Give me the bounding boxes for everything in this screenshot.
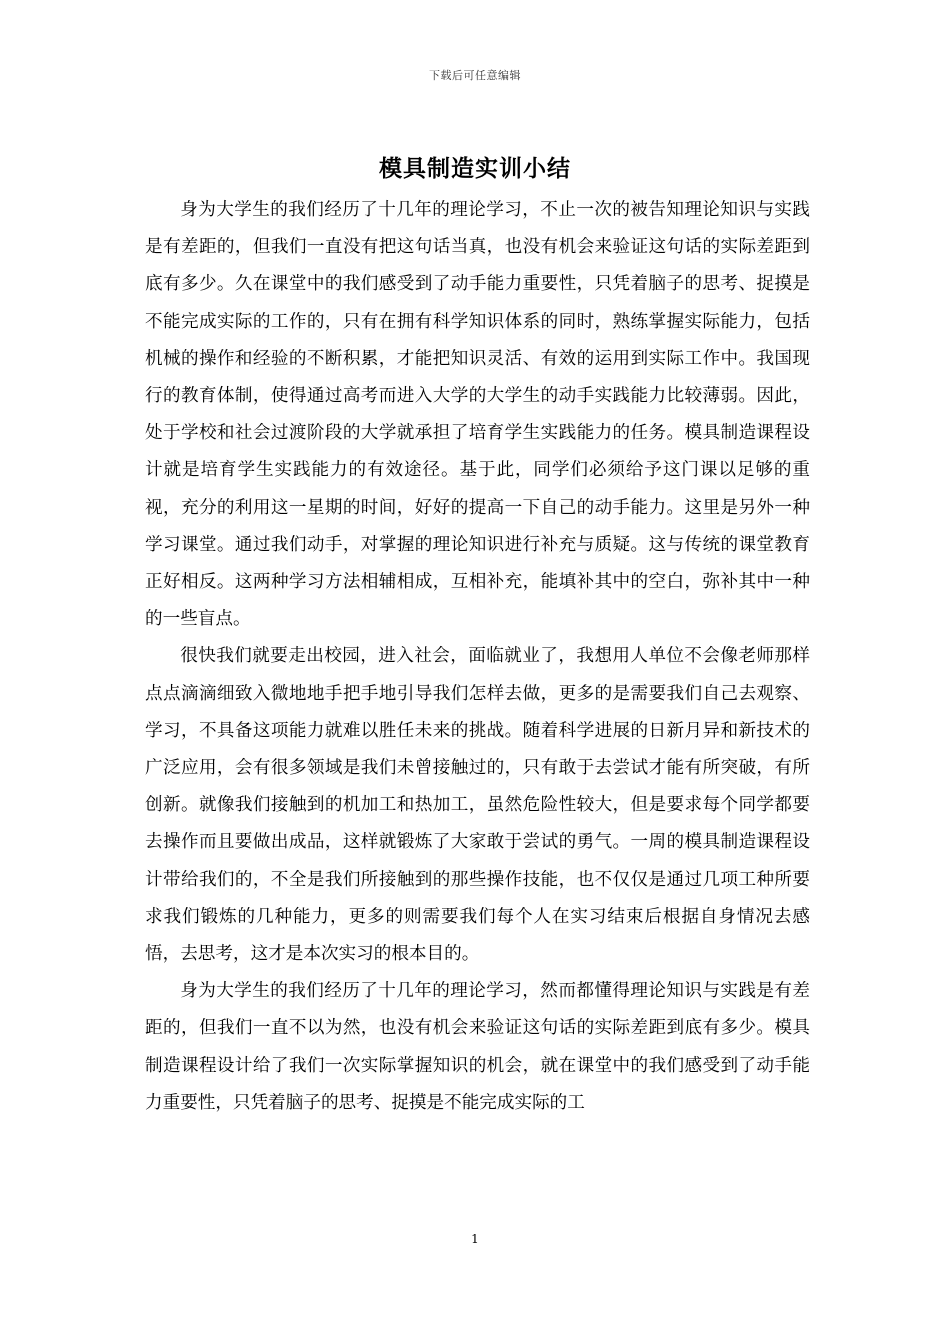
paragraph-3: 身为大学生的我们经历了十几年的理论学习，然而都懂得理论知识与实践是有差距的，但我们一直不以为然，也没有机会来验证这句话的实际差距到底有多少。模具制造课程设计给了我们一次实际掌握知识的机会，就在课堂中的我们感受到了动手能力重要性，只凭着脑子的思考、捉摸是不能完成实际的工 — [145, 981, 810, 1113]
paragraph-1: 身为大学生的我们经历了十几年的理论学习，不止一次的被告知理论知识与实践是有差距的，但我们一直没有把这句话当真，也没有机会来验证这句话的实际差距到底有多少。久在课堂中的我们感受到了动手能力重要性，只凭着脑子的思考、捉摸是不能完成实际的工作的，只有在拥有科学知识体系的同时，熟练掌握实际能力，包括机械的操作和经验的不断积累，才能把知识灵活、有效的运用到实际工作中。我国现行的教育体制，使得通过高考而进入大学的大学生的动手实践能力比较薄弱。因此，处于学校和社会过渡阶段的大学就承担了培育学生实践能力的任务。模具制造课程设计就是培育学生实践能力的有效途径。基于此，同学们必须给予这门课以足够的重视，充分的利用这一星期的时间，好好的提高一下自己的动手能力。这里是另外一种学习课堂。通过我们动手，对掌握的理论知识进行补充与质疑。这与传统的课堂教育正好相反。这两种学习方法相辅相成，互相补充，能填补其中的空白，弥补其中一种的一些盲点。 — [145, 200, 810, 630]
document-body — [145, 192, 810, 1122]
document-title: 模具制造实训小结 — [379, 156, 571, 182]
header-note: 下载后可任意编辑 — [429, 69, 521, 82]
paragraph-2: 很快我们就要走出校园，进入社会，面临就业了，我想用人单位不会像老师那样点点滴滴细致入微地地手把手地引导我们怎样去做，更多的是需要我们自己去观察、学习，不具备这项能力就难以胜任未来的挑战。随着科学进展的日新月异和新技术的广泛应用，会有很多领域是我们未曾接触过的，只有敢于去尝试才能有所突破，有所创新。就像我们接触到的机加工和热加工，虽然危险性较大，但是要求每个同学都要去操作而且要做出成品，这样就锻炼了大家敢于尝试的勇气。一周的模具制造课程设计带给我们的，不全是我们所接触到的那些操作技能，也不仅仅是通过几项工种所要求我们锻炼的几种能力，更多的则需要我们每个人在实习结束后根据自身情况去感悟，去思考，这才是本次实习的根本目的。 — [145, 646, 810, 965]
page-number: 1 — [471, 1232, 479, 1246]
